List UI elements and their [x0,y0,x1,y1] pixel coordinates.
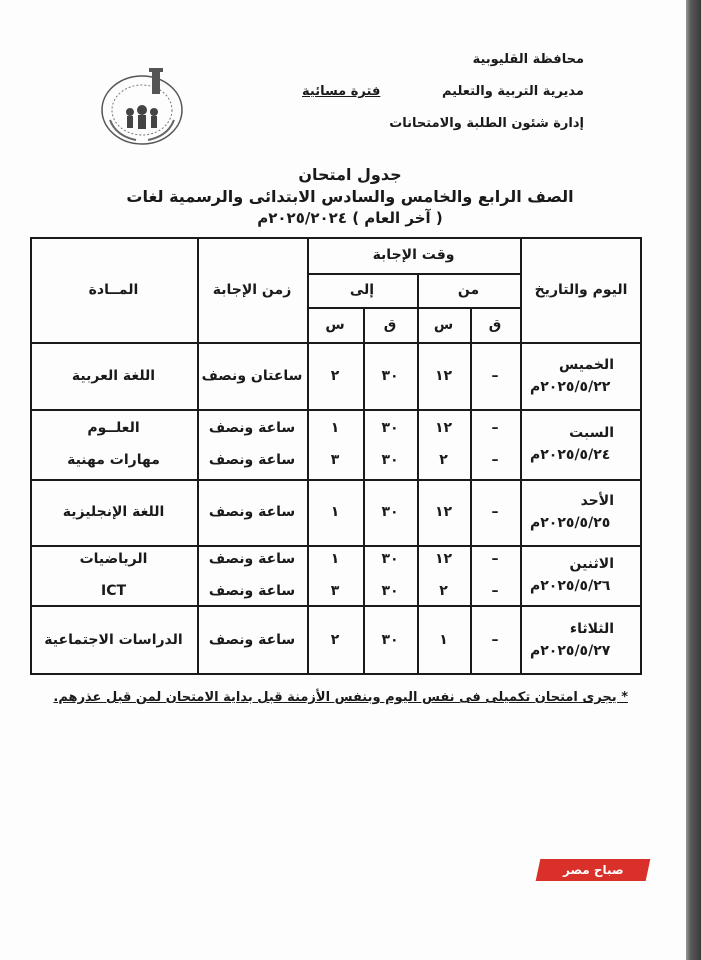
to-hour: ٣ [330,452,340,468]
from-minute: – [491,420,499,436]
exam-duration: ساعة ونصف [208,632,296,648]
col-header-from-hour: س [433,317,454,333]
exam-subject: مهارات مهنية [67,452,160,468]
from-hour: ١٢ [434,504,453,520]
exam-subject: اللغة العربية [71,368,156,384]
col-header-subject: المــادة [88,282,139,298]
grade-title: الصف الرابع والخامس والسادس الابتدائى والرسمية لغات [126,187,574,206]
day-name: الثلاثاء [569,621,614,637]
exam-duration: ساعة ونصف [208,551,296,567]
exam-subject: ICT [100,583,127,599]
from-minute: – [491,368,499,384]
year-title: ( آخر العام ) ٢٠٢٥/٢٠٢٤م [257,209,443,227]
schedule-title-block [100,164,600,228]
day-name: الاثنين [569,556,614,572]
col-header-from-minute: ق [488,317,502,333]
exam-subject: العلــوم [87,420,140,436]
from-hour: ١٢ [434,551,453,567]
day-date-cell [520,605,642,675]
exam-date: ٢٠٢٥/٥/٢٥م [530,515,611,531]
to-hour: ١ [330,420,340,436]
exam-duration: ساعة ونصف [208,504,296,520]
col-header-to-minute: ق [383,317,397,333]
exam-subject: اللغة الإنجليزية [62,504,165,520]
to-minute: ٣٠ [381,452,399,468]
day-date-cell [520,545,642,605]
day-date-cell [520,343,642,409]
schedule-title: جدول امتحان [298,165,402,184]
exam-subject: الرياضيات [79,551,148,567]
from-hour: ١٢ [434,420,453,436]
from-hour: ٢ [439,583,448,599]
governorate-label: محافظة القليوبية [472,52,584,67]
exam-duration: ساعة ونصف [208,420,296,436]
to-minute: ٣٠ [381,632,399,648]
from-hour: ٢ [439,452,448,468]
col-header-duration: زمن الإجابة [212,282,292,298]
sabah-masr-logo: صباح مصر [536,859,651,881]
day-name: الخميس [558,357,614,373]
to-hour: ١ [330,551,340,567]
to-minute: ٣٠ [381,368,399,384]
table-rule [307,273,520,275]
day-date-cell [520,479,642,545]
exam-date: ٢٠٢٥/٥/٢٢م [530,379,611,395]
from-minute: – [491,632,499,648]
from-minute: – [491,551,499,567]
exam-date: ٢٠٢٥/٥/٢٦م [530,578,611,594]
from-hour: ١٢ [434,368,453,384]
col-header-answer-time: وقت الإجابة [372,247,455,263]
department-label: إدارة شئون الطلبة والامتحانات [389,116,584,131]
col-header-day-date: اليوم والتاريخ [534,282,628,298]
exam-schedule-table [30,237,642,675]
from-hour: ١ [439,632,448,648]
day-name: الأحد [580,493,614,509]
to-minute: ٣٠ [381,504,399,520]
to-minute: ٣٠ [381,420,399,436]
table-rule [307,307,520,309]
to-minute: ٣٠ [381,551,399,567]
exam-period-label: فترة مسائية [302,84,381,99]
exam-date: ٢٠٢٥/٥/٢٧م [530,643,611,659]
to-hour: ٢ [330,368,340,384]
to-hour: ٣ [330,583,340,599]
col-header-from: من [457,282,480,298]
exam-date: ٢٠٢٥/٥/٢٤م [530,447,611,463]
makeup-exam-note: * يجرى امتحان تكميلى فى نفس اليوم وبنفس الأزمنة قبل بداية الامتحان لمن قبل عذرهم. [53,690,628,705]
day-date-cell [520,409,642,479]
to-hour: ٢ [330,632,340,648]
exam-duration: ساعة ونصف [208,583,296,599]
from-minute: – [491,504,499,520]
from-minute: – [491,452,499,468]
from-minute: – [491,583,499,599]
day-name: السبت [569,425,614,441]
ministry-seal-icon [96,66,188,148]
to-minute: ٣٠ [381,583,399,599]
exam-subject: الدراسات الاجتماعية [44,632,183,648]
exam-duration: ساعتان ونصف [201,368,303,384]
scan-edge [686,0,701,960]
to-hour: ١ [330,504,340,520]
col-header-to: إلى [349,282,375,298]
directorate-label: مديرية التربية والتعليم [441,84,584,99]
exam-duration: ساعة ونصف [208,452,296,468]
col-header-to-hour: س [325,317,345,333]
